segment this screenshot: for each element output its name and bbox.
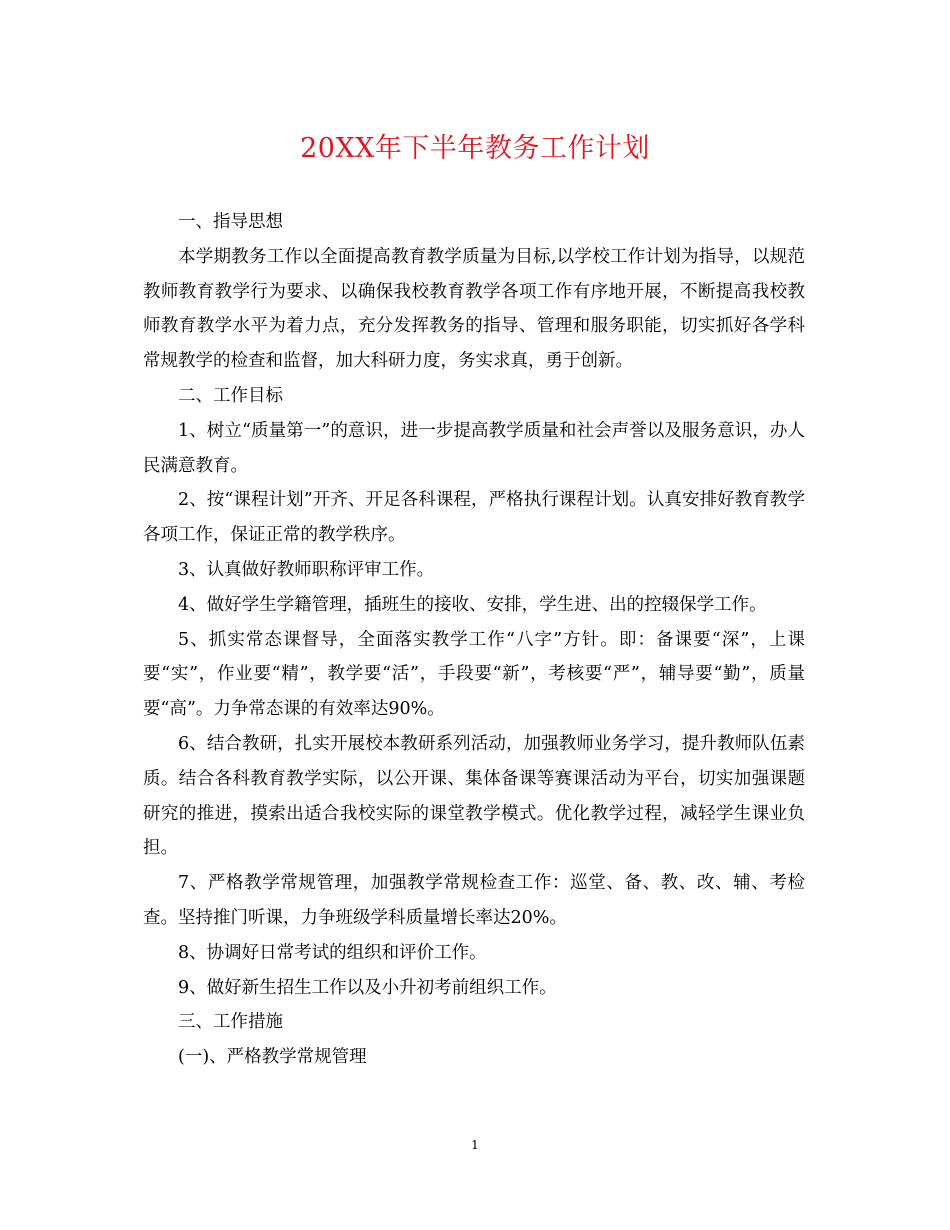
goal-item-4: 4、做好学生学籍管理，插班生的接收、安排，学生进、出的控辍保学工作。	[178, 594, 767, 615]
subsection-heading-teaching-routine: (一)、严格教学常规管理	[178, 1047, 367, 1068]
goal-item-6: 6、结合教研，扎实开展校本教研系列活动，加强教师业务学习，提升教师队伍素质。结合各科教育教学实际，以公开课、集体备课等赛课活动为平台，切实加强课题研究的推进，摸索出适合我校实际的课堂教学模式。优化教学过程，减轻学生课业负担。	[143, 733, 805, 859]
section-heading-work-measures: 三、工作措施	[178, 1012, 283, 1033]
document-title: 20XX年下半年教务工作计划	[300, 133, 650, 164]
section-heading-work-goals: 二、工作目标	[178, 385, 283, 406]
paragraph-guiding-ideology: 本学期教务工作以全面提高教育教学质量为目标,以学校工作计划为指导，以规范教师教育教学行为要求、以确保我校教育教学各项工作有序地开展，不断提高我校教师教育教学水平为着力点，充分发挥教务的指导、管理和服务职能，切实抓好各学科常规教学的检查和监督，加大科研力度，务实求真，勇于创新。	[143, 246, 805, 372]
page-number: 1	[471, 1138, 479, 1152]
goal-item-1: 1、树立“质量第一”的意识，进一步提高教学质量和社会声誉以及服务意识，办人民满意教育。	[143, 420, 805, 476]
goal-item-8: 8、协调好日常考试的组织和评价工作。	[178, 942, 487, 963]
document-body	[143, 205, 805, 1075]
section-heading-guiding-ideology: 一、指导思想	[178, 212, 283, 232]
goal-item-7: 7、严格教学常规管理，加强教学常规检查工作：巡堂、备、教、改、辅、考检查。坚持推门听课，力争班级学科质量增长率达20%。	[143, 873, 805, 928]
goal-item-3: 3、认真做好教师职称评审工作。	[178, 559, 435, 580]
goal-item-5: 5、抓实常态课督导，全面落实教学工作“八字”方针。即：备课要“深”，上课要“实”，作业要“精”，教学要“活”，手段要“新”，考核要“严”，辅导要“勤”，质量要“高”。力争常态课的有效率达90%。	[143, 629, 805, 720]
goal-item-9: 9、做好新生招生工作以及小升初考前组织工作。	[178, 977, 557, 998]
goal-item-2: 2、按“课程计划”开齐、开足各科课程，严格执行课程计划。认真安排好教育教学各项工作，保证正常的教学秩序。	[143, 490, 805, 546]
